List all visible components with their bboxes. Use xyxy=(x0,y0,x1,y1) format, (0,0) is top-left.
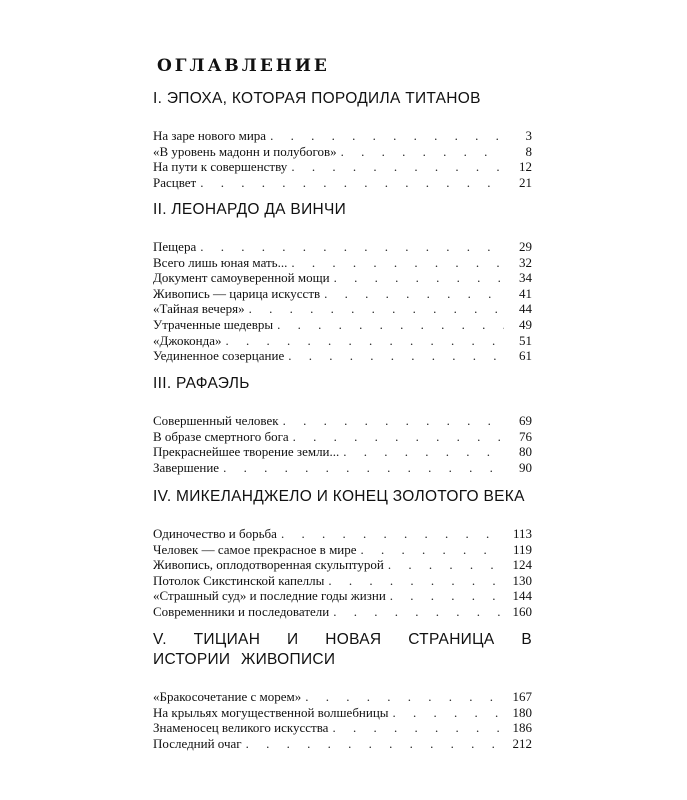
toc-entry[interactable] xyxy=(153,460,532,476)
toc-entry[interactable] xyxy=(153,301,532,317)
entry-list xyxy=(153,413,532,475)
entry-page: 144 xyxy=(512,588,532,604)
dot-leader xyxy=(283,413,504,429)
entry-title: Последний очаг xyxy=(153,735,242,751)
entry-title: Пещера xyxy=(153,239,197,254)
dot-leader xyxy=(390,588,504,604)
entry-title: «Бракосочетание с морем» xyxy=(153,689,302,704)
entry-title: «В уровень мадонн и полубогов» xyxy=(153,143,337,159)
entry-page: 167 xyxy=(512,689,532,704)
entry-page: 130 xyxy=(512,572,532,588)
toc-entry[interactable] xyxy=(153,526,532,542)
dot-leader xyxy=(200,175,504,191)
entry-title: «Страшный суд» и последние годы жизни xyxy=(153,588,386,604)
entry-title: Современники и последователи xyxy=(153,603,330,619)
toc-entry[interactable] xyxy=(153,604,532,620)
entry-title: «Джоконда» xyxy=(153,332,222,348)
entry-title: Всего лишь юная мать... xyxy=(153,254,288,270)
entry-page: 29 xyxy=(519,239,532,254)
entry-title: Утраченные шедевры xyxy=(153,316,274,332)
toc-entry[interactable] xyxy=(153,705,532,721)
chapter-heading: II. ЛЕОНАРДО ДА ВИНЧИ xyxy=(153,201,347,218)
toc-entry[interactable] xyxy=(153,159,532,175)
entry-page: 69 xyxy=(519,413,532,428)
entry-page: 90 xyxy=(519,459,532,475)
entry-list xyxy=(153,128,532,190)
entry-title: Прекраснейшее творение земли... xyxy=(153,444,340,460)
entry-page: 21 xyxy=(519,174,532,190)
entry-page: 160 xyxy=(512,603,532,619)
chapter-3 xyxy=(153,374,532,475)
entry-title: «Тайная вечеря» xyxy=(153,301,245,317)
entry-page: 51 xyxy=(519,332,532,348)
entry-title: Уединенное созерцание xyxy=(153,348,285,364)
entry-title: Живопись — царица искусств xyxy=(153,285,321,301)
entry-title: Знаменосец великого искусства xyxy=(153,720,329,736)
dot-leader xyxy=(332,720,504,736)
entry-title: Документ самоуверенной мощи xyxy=(153,270,330,286)
dot-leader xyxy=(328,573,504,589)
dot-leader xyxy=(270,128,504,144)
entry-title: На заре нового мира xyxy=(153,128,267,143)
chapter-1 xyxy=(153,89,532,190)
toc-entry[interactable] xyxy=(153,720,532,736)
toc-entry[interactable] xyxy=(153,270,532,286)
toc-entry[interactable] xyxy=(153,588,532,604)
toc-entry[interactable] xyxy=(153,144,532,160)
entry-title: Совершенный человек xyxy=(153,413,279,428)
entry-page: 61 xyxy=(519,348,532,364)
dot-leader xyxy=(361,542,504,558)
entry-title: Потолок Сикстинской капеллы xyxy=(153,572,325,588)
toc-entry[interactable] xyxy=(153,557,532,573)
chapter-heading: I. ЭПОХА, КОТОРАЯ ПОРОДИЛА ТИТАНОВ xyxy=(153,90,481,107)
chapter-heading: III. РАФАЭЛЬ xyxy=(153,375,250,392)
entry-title: Человек — самое прекрасное в мире xyxy=(153,541,357,557)
entry-page: 76 xyxy=(519,428,532,444)
toc-entry[interactable] xyxy=(153,286,532,302)
toc-entry[interactable] xyxy=(153,175,532,191)
entry-title: В образе смертного бога xyxy=(153,428,289,444)
entry-page: 8 xyxy=(525,143,532,159)
entry-page: 124 xyxy=(512,557,532,573)
entry-page: 180 xyxy=(512,704,532,720)
dot-leader xyxy=(388,557,504,573)
toc-entry[interactable] xyxy=(153,255,532,271)
dot-leader xyxy=(246,736,504,752)
entry-title: Одиночество и борьба xyxy=(153,526,277,541)
dot-leader xyxy=(277,317,504,333)
entry-page: 32 xyxy=(519,254,532,270)
dot-leader xyxy=(305,689,504,705)
entry-title: Завершение xyxy=(153,459,220,475)
toc-entry[interactable] xyxy=(153,542,532,558)
dot-leader xyxy=(341,144,504,160)
entry-list xyxy=(153,239,532,364)
entry-list xyxy=(153,526,532,620)
dot-leader xyxy=(291,255,504,271)
toc-entry[interactable] xyxy=(153,348,532,364)
dot-leader xyxy=(200,239,504,255)
toc-entry[interactable] xyxy=(153,444,532,460)
dot-leader xyxy=(226,333,504,349)
entry-title: Расцвет xyxy=(153,174,197,190)
dot-leader xyxy=(223,460,504,476)
dot-leader xyxy=(393,705,504,721)
entry-page: 34 xyxy=(519,270,532,286)
entry-page: 212 xyxy=(512,735,532,751)
chapter-heading: IV. МИКЕЛАНДЖЕЛО И КОНЕЦ ЗОЛОТОГО ВЕКА xyxy=(153,488,525,505)
toc-entry[interactable] xyxy=(153,239,532,255)
dot-leader xyxy=(281,526,504,542)
dot-leader xyxy=(293,429,504,445)
chapter-heading: V. ТИЦИАН И НОВАЯ СТРАНИЦА В ИСТОРИИ ЖИВОПИСИ xyxy=(153,631,532,668)
entry-page: 3 xyxy=(525,128,532,143)
chapter-2 xyxy=(153,200,532,364)
toc-entry[interactable] xyxy=(153,689,532,705)
entry-page: 12 xyxy=(519,159,532,175)
entry-page: 186 xyxy=(512,720,532,736)
entry-title: На крыльях могущественной волшебницы xyxy=(153,704,389,720)
toc-entry[interactable] xyxy=(153,429,532,445)
dot-leader xyxy=(324,286,504,302)
toc-entry[interactable] xyxy=(153,128,532,144)
dot-leader xyxy=(334,270,504,286)
entry-list xyxy=(153,689,532,751)
entry-page: 49 xyxy=(519,316,532,332)
dot-leader xyxy=(288,348,504,364)
chapter-4 xyxy=(153,487,532,620)
entry-page: 80 xyxy=(519,444,532,460)
toc-title: ОГЛАВЛЕНИЕ xyxy=(157,56,330,76)
entry-page: 44 xyxy=(519,301,532,317)
dot-leader xyxy=(291,159,504,175)
toc-entry[interactable] xyxy=(153,573,532,589)
chapter-5 xyxy=(153,630,532,751)
entry-page: 41 xyxy=(519,285,532,301)
toc-entry[interactable] xyxy=(153,333,532,349)
entry-title: Живопись, оплодотворенная скульптурой xyxy=(153,557,384,573)
dot-leader xyxy=(343,444,504,460)
entry-title: На пути к совершенству xyxy=(153,159,288,175)
toc-entry[interactable] xyxy=(153,413,532,429)
toc-entry[interactable] xyxy=(153,736,532,752)
dot-leader xyxy=(333,604,504,620)
entry-page: 119 xyxy=(512,541,532,557)
dot-leader xyxy=(249,301,504,317)
toc-entry[interactable] xyxy=(153,317,532,333)
entry-page: 113 xyxy=(512,526,532,541)
